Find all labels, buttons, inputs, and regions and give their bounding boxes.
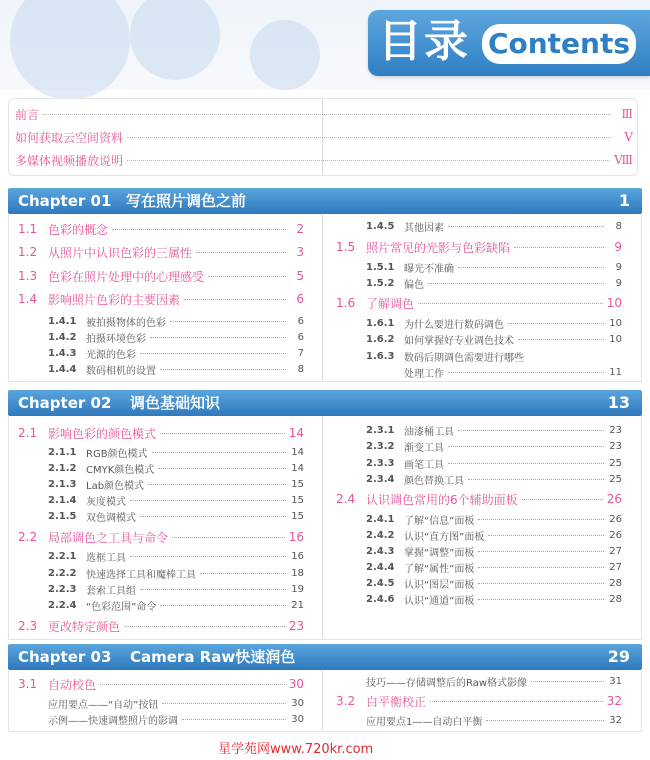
entry-number: 2.4 <box>336 492 356 506</box>
toc-subsection-entry[interactable] <box>366 275 622 291</box>
toc-subsection-entry[interactable] <box>366 331 622 347</box>
entry-page: 10 <box>606 296 622 310</box>
entry-page: 5 <box>296 269 304 283</box>
dot-leader <box>158 468 286 469</box>
dot-leader <box>130 556 286 557</box>
toc-subsection-entry[interactable] <box>48 565 304 581</box>
dot-leader <box>140 589 286 590</box>
entry-number: 2.2.2 <box>48 567 77 579</box>
entry-number: 1.1 <box>18 222 38 236</box>
preface-label: 如何获取云空间资料 <box>15 130 124 145</box>
chapter-number: Chapter 03 <box>18 648 112 666</box>
toc-subsection-entry[interactable] <box>366 259 622 275</box>
entry-number: 2.1.2 <box>48 462 77 474</box>
dot-leader <box>208 276 286 277</box>
dot-leader <box>486 720 604 721</box>
entry-page: 15 <box>291 510 304 522</box>
chapter-number: Chapter 02 <box>18 394 112 412</box>
toc-section-entry[interactable] <box>336 693 622 709</box>
entry-number: 1.4.3 <box>48 347 77 359</box>
entry-page: 30 <box>288 677 304 691</box>
entry-page: 28 <box>609 577 622 589</box>
dot-leader <box>43 114 611 115</box>
dot-leader <box>522 499 603 500</box>
entry-title: 画笔工具 <box>404 459 444 471</box>
entry-number: 1.2 <box>18 245 38 259</box>
entry-number: 2.4.4 <box>366 561 395 573</box>
entry-page: 3 <box>296 245 304 259</box>
dot-leader <box>488 535 604 536</box>
entry-title: 快速选择工具和魔棒工具 <box>86 569 196 581</box>
entry-page: 6 <box>297 315 304 327</box>
dot-leader <box>514 247 604 248</box>
entry-page: 15 <box>291 494 304 506</box>
entry-title: 掌握“调整”面板 <box>404 547 475 559</box>
entry-title: 认识“图层”面板 <box>404 579 475 591</box>
entry-title: 影响色彩的颜色模式 <box>48 426 157 441</box>
entry-title: 更改特定颜色 <box>48 619 121 634</box>
entry-number: 2.3.3 <box>366 457 395 469</box>
entry-page: 21 <box>291 599 304 611</box>
toc-subsection-entry[interactable] <box>366 543 622 559</box>
dot-leader <box>531 681 604 682</box>
dot-leader <box>172 537 285 538</box>
entry-page: 26 <box>609 529 622 541</box>
toc-subsection-entry[interactable] <box>366 591 622 607</box>
toc-subsection-entry[interactable] <box>48 581 304 597</box>
entry-title: 颜色替换工具 <box>404 475 464 487</box>
entry-number: 2.2 <box>18 530 38 544</box>
dot-leader <box>430 701 603 702</box>
toc-subsection-entry[interactable] <box>48 345 304 361</box>
entry-title: 照片常见的光影与色彩缺陷 <box>366 240 511 255</box>
dot-leader <box>458 430 604 431</box>
entry-page: 27 <box>609 561 622 573</box>
chapter-title: Camera Raw快速润色 <box>130 648 296 666</box>
dot-leader <box>200 573 286 574</box>
dot-leader <box>112 229 286 230</box>
entry-page: 25 <box>609 473 622 485</box>
toc-subsection-entry[interactable] <box>48 329 304 345</box>
entry-title: 自动校色 <box>48 677 97 692</box>
page-title-cn: 目录 <box>378 16 470 67</box>
entry-number: 2.3.2 <box>366 440 395 452</box>
toc-tip-entry[interactable] <box>48 711 304 727</box>
dot-leader <box>140 516 286 517</box>
entry-number: 2.3.4 <box>366 473 395 485</box>
entry-number: 2.1.3 <box>48 478 77 490</box>
dot-leader <box>152 452 286 453</box>
toc-section-entry[interactable] <box>18 529 304 545</box>
chapter-page: 1 <box>618 191 630 210</box>
preface-entry[interactable] <box>15 149 633 171</box>
entry-number: 2.2.3 <box>48 583 77 595</box>
toc-section-entry[interactable] <box>18 291 304 307</box>
toc-subsection-entry[interactable] <box>48 597 304 613</box>
entry-title: 了解“信息”面板 <box>404 515 475 527</box>
entry-title: 数码后期调色需要进行哪些 <box>404 352 524 364</box>
header-bokeh-decoration <box>250 20 320 90</box>
entry-number: 1.4.5 <box>366 220 395 232</box>
entry-page: 14 <box>291 462 304 474</box>
entry-number: 2.4.6 <box>366 593 395 605</box>
entry-number: 2.4.3 <box>366 545 395 557</box>
entry-title: 认识“通道”面板 <box>404 595 475 607</box>
chapter-number: Chapter 01 <box>18 192 112 210</box>
chapter-bar[interactable] <box>8 188 642 214</box>
entry-page: 10 <box>609 333 622 345</box>
entry-title: 选框工具 <box>86 552 126 564</box>
dot-leader <box>478 567 604 568</box>
entry-title: 示例——快速调整照片的影调 <box>48 715 178 727</box>
toc-section-entry[interactable] <box>18 618 304 634</box>
entry-page: 10 <box>609 317 622 329</box>
entry-page: 19 <box>291 583 304 595</box>
entry-page: 8 <box>615 220 622 232</box>
entry-page: 27 <box>609 545 622 557</box>
entry-page: 18 <box>291 567 304 579</box>
entry-title: 数码相机的设置 <box>86 365 156 377</box>
entry-page: 6 <box>296 292 304 306</box>
entry-page: 30 <box>291 713 304 725</box>
entry-title: 套索工具组 <box>86 585 136 597</box>
preface-box <box>8 98 638 176</box>
entry-title: RGB颜色模式 <box>86 448 148 460</box>
dot-leader <box>148 484 286 485</box>
entry-page: 14 <box>288 426 304 440</box>
chapter-title: 调色基础知识 <box>130 394 221 412</box>
toc-tip-entry[interactable] <box>48 695 304 711</box>
preface-entry[interactable] <box>15 103 633 125</box>
dot-leader <box>478 599 604 600</box>
entry-number: 2.2.4 <box>48 599 77 611</box>
entry-number: 1.3 <box>18 269 38 283</box>
entry-page: 15 <box>291 478 304 490</box>
entry-title: 曝光不准确 <box>404 263 454 275</box>
dot-leader <box>182 719 286 720</box>
chapter-title: 写在照片调色之前 <box>126 192 247 210</box>
dot-leader <box>478 583 604 584</box>
entry-number: 2.4.5 <box>366 577 395 589</box>
entry-title: 如何掌握好专业调色技术 <box>404 335 514 347</box>
entry-title: Lab颜色模式 <box>86 480 145 492</box>
toc-subsection-entry[interactable] <box>366 315 622 331</box>
toc-subsection-entry[interactable] <box>48 492 304 508</box>
entry-page: 32 <box>606 694 622 708</box>
preface-label: 前言 <box>15 107 40 122</box>
dot-leader <box>150 337 286 338</box>
entry-page: 9 <box>615 261 622 273</box>
entry-title: 偏色 <box>404 279 424 291</box>
toc-subsection-entry[interactable] <box>366 471 622 487</box>
toc-subsection-entry[interactable] <box>366 511 622 527</box>
entry-number: 2.1 <box>18 426 38 440</box>
toc-section-entry[interactable] <box>336 295 622 311</box>
dot-leader <box>448 446 604 447</box>
toc-subsection-entry[interactable] <box>366 559 622 575</box>
dot-leader <box>124 626 285 627</box>
preface-label: 多媒体视频播放说明 <box>15 153 124 168</box>
entry-number: 2.4.1 <box>366 513 395 525</box>
entry-title: 色彩在照片处理中的心理感受 <box>48 269 205 284</box>
entry-number: 1.4.4 <box>48 363 77 375</box>
entry-number: 2.1.5 <box>48 510 77 522</box>
entry-title: 局部调色之工具与命令 <box>48 530 169 545</box>
entry-title: 被拍摄物体的色彩 <box>86 317 166 329</box>
entry-page: 16 <box>291 550 304 562</box>
entry-page: 25 <box>609 457 622 469</box>
dot-leader <box>448 226 604 227</box>
entry-number: 2.3 <box>18 619 38 633</box>
entry-page: 16 <box>288 530 304 544</box>
entry-page: 23 <box>288 619 304 633</box>
preface-entry[interactable] <box>15 126 633 148</box>
entry-title: 了解调色 <box>366 296 415 311</box>
dot-leader <box>100 684 285 685</box>
entry-number: 1.6.3 <box>366 350 395 362</box>
toc-section-entry[interactable] <box>336 491 622 507</box>
entry-number: 1.6 <box>336 296 356 310</box>
entry-title: 渐变工具 <box>404 442 444 454</box>
dot-leader <box>478 519 604 520</box>
entry-page: 6 <box>297 331 304 343</box>
entry-page: 32 <box>609 714 622 726</box>
entry-title: 拍摄环境色彩 <box>86 333 146 345</box>
entry-number: 3.2 <box>336 694 356 708</box>
entry-title: 了解“属性”面板 <box>404 563 475 575</box>
dot-leader <box>162 703 286 704</box>
toc-subsection-entry[interactable] <box>48 476 304 492</box>
entry-number: 2.3.1 <box>366 424 395 436</box>
entry-number: 1.5 <box>336 240 356 254</box>
chapter-page: 13 <box>607 393 630 412</box>
entry-number: 1.4.1 <box>48 315 77 327</box>
chapter-bar[interactable] <box>8 644 642 670</box>
entry-title: 双色调模式 <box>86 512 136 524</box>
toc-subsection-entry[interactable] <box>48 460 304 476</box>
entry-title: 色彩的概念 <box>48 222 109 237</box>
entry-number: 1.5.2 <box>366 277 395 289</box>
entry-title: 应用要点——“自动”按钮 <box>48 699 159 711</box>
entry-page: 31 <box>609 675 622 687</box>
dot-leader <box>170 321 286 322</box>
entry-title: 认识调色常用的6个辅助面板 <box>366 492 518 507</box>
dot-leader <box>160 605 286 606</box>
column-divider <box>322 670 323 730</box>
dot-leader <box>127 137 611 138</box>
dot-leader <box>428 283 604 284</box>
entry-title: 油漆桶工具 <box>404 426 454 438</box>
toc-section-entry[interactable] <box>18 268 304 284</box>
entry-page: 14 <box>291 446 304 458</box>
toc-subsection-entry[interactable] <box>48 444 304 460</box>
entry-title: 灰度模式 <box>86 496 126 508</box>
dot-leader <box>458 267 604 268</box>
dot-leader <box>130 500 286 501</box>
toc-subsection-entry[interactable] <box>48 508 304 524</box>
toc-subsection-entry[interactable] <box>48 548 304 564</box>
entry-title: 从照片中认识色彩的三属性 <box>48 245 193 260</box>
entry-title: “色彩范围”命令 <box>86 601 157 613</box>
toc-subsection-entry[interactable] <box>366 527 622 543</box>
toc-subsection-entry[interactable] <box>404 364 622 380</box>
entry-title: CMYK颜色模式 <box>86 464 155 476</box>
dot-leader <box>448 372 604 373</box>
dot-leader <box>478 551 604 552</box>
watermark-text: 星学苑网www.720kr.com <box>218 742 374 757</box>
entry-title: 其他因素 <box>404 222 444 234</box>
dot-leader <box>468 479 604 480</box>
toc-section-entry[interactable] <box>18 425 304 441</box>
entry-number: 1.5.1 <box>366 261 395 273</box>
entry-number: 1.4.2 <box>48 331 77 343</box>
dot-leader <box>160 433 285 434</box>
entry-number: 3.1 <box>18 677 38 691</box>
entry-title: 认识“直方图”面板 <box>404 531 485 543</box>
toc-section-entry[interactable] <box>18 676 304 692</box>
toc-subsection-entry[interactable] <box>48 313 304 329</box>
toc-subsection-entry[interactable] <box>48 361 304 377</box>
entry-number: 2.2.1 <box>48 550 77 562</box>
entry-page: 26 <box>606 492 622 506</box>
chapter-page: 29 <box>607 647 630 666</box>
toc-subsection-entry[interactable] <box>366 575 622 591</box>
column-divider <box>322 416 323 638</box>
toc-subsection-entry[interactable] <box>366 348 622 364</box>
toc-subsection-entry[interactable] <box>366 422 622 438</box>
entry-number: 2.4.2 <box>366 529 395 541</box>
entry-title: 为什么要进行数码调色 <box>404 319 504 331</box>
preface-page: Ⅲ <box>621 107 633 121</box>
entry-page: 30 <box>291 697 304 709</box>
entry-title: 白平衡校正 <box>366 694 427 709</box>
chapter-bar[interactable] <box>8 390 642 416</box>
entry-number: 1.4 <box>18 292 38 306</box>
entry-number: 2.1.4 <box>48 494 77 506</box>
toc-subsection-entry[interactable] <box>366 455 622 471</box>
entry-page: 28 <box>609 593 622 605</box>
entry-page: 26 <box>609 513 622 525</box>
entry-page: 9 <box>614 240 622 254</box>
toc-section-entry[interactable] <box>18 244 304 260</box>
preface-page: Ⅴ <box>624 130 633 144</box>
preface-page: Ⅷ <box>614 153 633 167</box>
entry-page: 11 <box>609 366 622 378</box>
dot-leader <box>418 303 603 304</box>
toc-subsection-entry[interactable] <box>366 438 622 454</box>
page-title-en: Contents <box>482 24 636 64</box>
entry-title: 应用要点1——自动白平衡 <box>366 716 483 728</box>
dot-leader <box>528 356 604 357</box>
dot-leader <box>184 299 286 300</box>
entry-number: 1.6.2 <box>366 333 395 345</box>
entry-title: 光源的色彩 <box>86 349 136 361</box>
dot-leader <box>518 339 604 340</box>
entry-page: 7 <box>297 347 304 359</box>
entry-title: 影响照片色彩的主要因素 <box>48 292 181 307</box>
entry-title: 技巧——存储调整后的Raw格式影像 <box>366 677 528 689</box>
dot-leader <box>508 323 604 324</box>
dot-leader <box>127 160 610 161</box>
toc-tip-entry[interactable] <box>366 712 622 728</box>
dot-leader <box>160 369 286 370</box>
entry-number: 2.1.1 <box>48 446 77 458</box>
dot-leader <box>196 252 286 253</box>
entry-number: 1.6.1 <box>366 317 395 329</box>
entry-page: 23 <box>609 440 622 452</box>
entry-page: 9 <box>615 277 622 289</box>
dot-leader <box>140 353 286 354</box>
toc-subsection-entry[interactable] <box>366 218 622 234</box>
dot-leader <box>448 463 604 464</box>
toc-section-entry[interactable] <box>336 239 622 255</box>
toc-section-entry[interactable] <box>18 221 304 237</box>
entry-page: 2 <box>296 222 304 236</box>
toc-tip-entry[interactable] <box>366 673 622 689</box>
entry-title: 处理工作 <box>404 368 444 380</box>
column-divider <box>322 214 323 380</box>
entry-page: 23 <box>609 424 622 436</box>
entry-page: 8 <box>297 363 304 375</box>
